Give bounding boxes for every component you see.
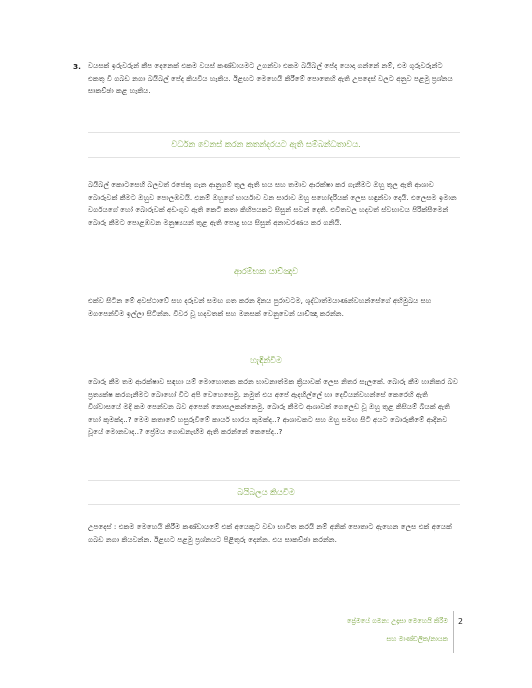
- section-divider: [88, 157, 460, 158]
- footer: [347, 612, 448, 648]
- section-divider: [88, 504, 460, 505]
- section-paragraph: බයිබල් කොටසෙහි බලවත් රජෙකු ගැන ආනුගම් තුල ඇති භය සහ තමාව ආරක්ෂා කර ගැනීමට ඔහු තුල ඇති ආශාව බොරුවක් කීමට ඔහුව පොලඹවයි. එනම් ඔහුගේ භාර්යාව වන සාරාව ඔහු සහෝදරියක් ලෙස හඳුන්වා දෙයි. එලෙසම ඉමාන වර්ගයගේ හෝ බොරුවක් අඩංගුව ඇති කෙටි කතා කිහිපයකට සිසුන් සවන් දෙති. එවිතවල හදවත් ස්වභාවය පිරික්සීමෙන් බොරු කීමට පොළඹවන මනුෂ්‍යයන් තුළ ඇති පොදු භය සිසුන් අනාවරණය කර ගනියි.: [88, 180, 457, 227]
- section-divider: [88, 480, 460, 481]
- footer-subtitle: සහ මාණ්ඩලික/නායක: [386, 635, 448, 643]
- section-divider: [88, 132, 460, 133]
- introduction-heading: හැඳින්වීම: [250, 355, 282, 365]
- bible-reading-heading: බයිබලය කියවීම: [237, 487, 295, 497]
- bible-reading-paragraph: උපදෙස් : එකම මෙහෙයි කිරීම කණ්ඩායමේ එක් අයෙකුට වඩා භාවිත කරයි නම් අනික් පොතාට ඇහෙන ලෙස එක් අයෙක් ගබඩ නගා කියවන්න. ඊළඟට පළමු ප්‍රශ්නයට පිළිතුරු දෙන්න. එය සාකච්ඡා කරන්න.: [88, 522, 452, 544]
- footer-separator: [453, 611, 454, 653]
- list-item-text: වයසක් ඉරුවරුන් කීප දෙනෙක් එකම වයස් කණ්ඩායමට උගන්වා එකම බයිබල් පේද යොදා ගන්නේ නම්, එම ගුරුවරුන්ට එකතු වී ගබඩ නගා බයිබල් පේද කියවිය හැකිය. ඊළඟට මෙහෙයි කිරීමේ පොතෙහි ඇති උපදෙස් වලට අනුව පළමු ප්‍රශ්නය සාකච්ඡා කළ හැකිය.: [88, 61, 453, 96]
- list-item-number: 3.: [73, 62, 81, 71]
- opening-prayer-paragraph: එක්ව සිටින මේ අවස්ථාවේ සහ දරුවන් සමඟ ගත කරන දිනය පුරාවටම, ශුද්ධාත්මයාණන්වහන්සේගේ අභිමුඛය සහ මගපෙන්වීම ඉල්ලා සිටින්න. විවර වූ හදවතක් සහ මනසක් වෙනුවෙන් යාච්ඤා කරන්න.: [88, 296, 432, 318]
- page-number: 2: [458, 617, 463, 626]
- opening-prayer-heading: ආරම්භක යාච්ඤාව: [233, 266, 299, 276]
- section-heading: වර්ධන වෙනස් කරන කතන්දරයට ඇති සම්බන්ධතාවය.: [171, 139, 361, 149]
- introduction-paragraph: බොරු කීම තම ආරක්ෂාව සඳහා යම් මොහොතක කරන භාවනාත්මක ක්‍රියාවක් ලෙස නිතර සැලකේ. බොරු කීම හානිකර බව ප්‍රත්‍යක්ෂ කරගැනීමට බොහෝ විට අපි වෙහෙසෙමු. නමුත් එය අපේ ඇදහිල්ලේ හා දෙවියන්වහන්සේ කෙරෙහි ඇති විශ්වාසයේ මදි කම පෙන්වන බව අපෙන් නොසලකන්නෙමු. බොරු කීමට ආශාවක් ගෙලෙඩ වූ ඔහු තුළ කිසියම් බියක් ඇති හෝ කුමක්ද..? මෙම කතාවේ හසුරුවීමේ කාර්ය භාරය කුමක්ද..? ආශාවකට සහ ඔහු සමඟ සිටි අයට බොරුකීමේ ආදීනව වූයේ මොනවාද..? ප්‍රේමය ගොඩනැඟීම ඇති කරන්නේ කෙසේද..?: [88, 377, 458, 437]
- footer-title: ප්‍රේමයේ ගමන: උදෑසා මෙහෙයි කිරීම: [347, 617, 448, 625]
